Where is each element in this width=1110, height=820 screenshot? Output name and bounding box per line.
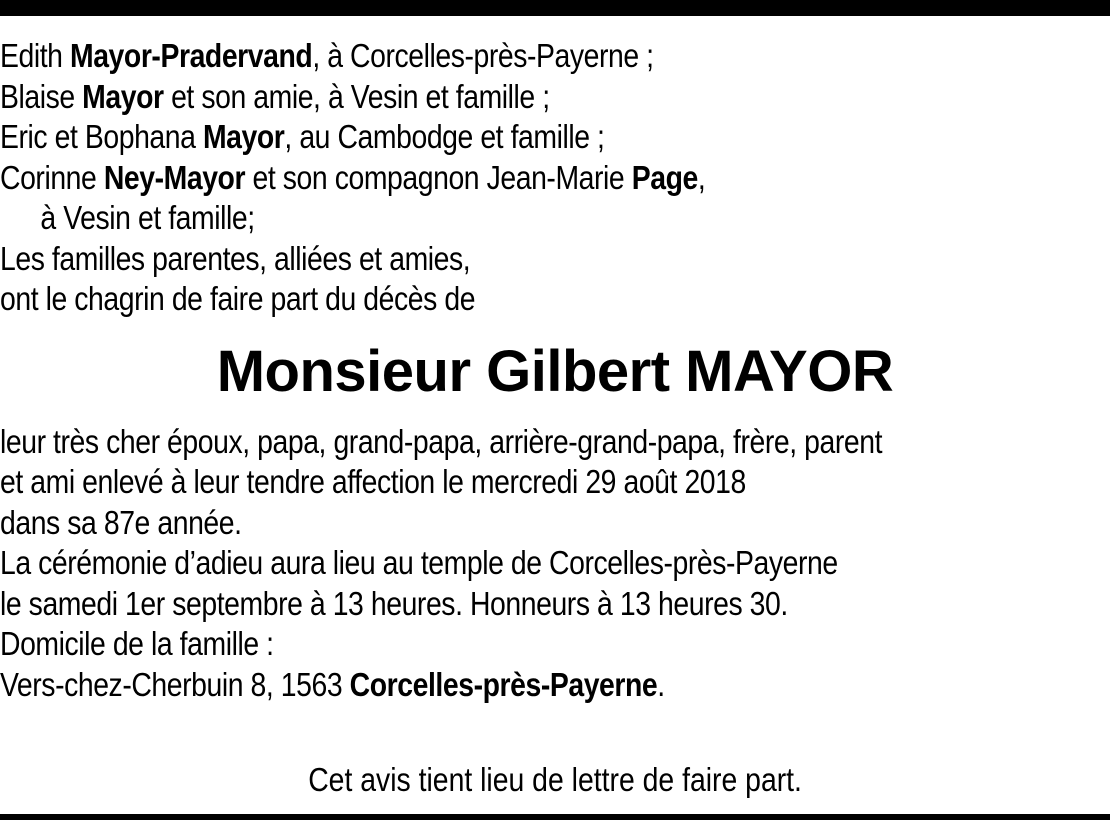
family-line-5: à Vesin et famille;	[40, 199, 255, 236]
obituary-notice	[0, 36, 1110, 705]
family-line-1: Edith Mayor-Pradervand, à Corcelles-près-Payerne ;	[0, 37, 654, 74]
address-line: Vers-chez-Cherbuin 8, 1563 Corcelles-près-Payerne.	[0, 665, 665, 703]
bottom-rule	[0, 814, 1110, 820]
family-name: Mayor-Pradervand	[69, 37, 313, 74]
family-line-7: ont le chagrin de faire part du décès de	[0, 280, 476, 317]
closing-note: Cet avis tient lieu de lettre de faire part.	[308, 761, 802, 798]
body-line-2: et ami enlevé à leur tendre affection le mercredi 29 août 2018	[0, 463, 746, 500]
family-line-6: Les familles parentes, alliées et amies,	[0, 239, 471, 277]
body-line-3: dans sa 87e année.	[0, 503, 242, 541]
body-line-1: leur très cher époux, papa, grand-papa, arrière-grand-papa, frère, parent	[0, 422, 883, 460]
body-line-5: le samedi 1er septembre à 13 heures. Honneurs à 13 heures 30.	[0, 584, 788, 622]
family-line-2: Blaise Mayor et son amie, à Vesin et famille ;	[0, 77, 550, 115]
family-name: Page	[631, 158, 698, 196]
body-line-4: La cérémonie d’adieu aura lieu au temple de Corcelles-près-Payerne	[0, 544, 838, 581]
deceased-name: Monsieur Gilbert MAYOR	[216, 338, 894, 404]
top-rule	[0, 0, 1110, 16]
family-line-4: Corinne Ney-Mayor et son compagnon Jean-Marie Page,	[0, 158, 706, 196]
address-place: Corcelles-près-Payerne	[349, 665, 658, 703]
family-name: Mayor	[202, 118, 285, 155]
family-name: Mayor	[82, 77, 164, 115]
family-line-3: Eric et Bophana Mayor, au Cambodge et famille ;	[0, 118, 605, 155]
family-name: Ney-Mayor	[103, 158, 246, 196]
body-line-6: Domicile de la famille :	[0, 625, 274, 662]
